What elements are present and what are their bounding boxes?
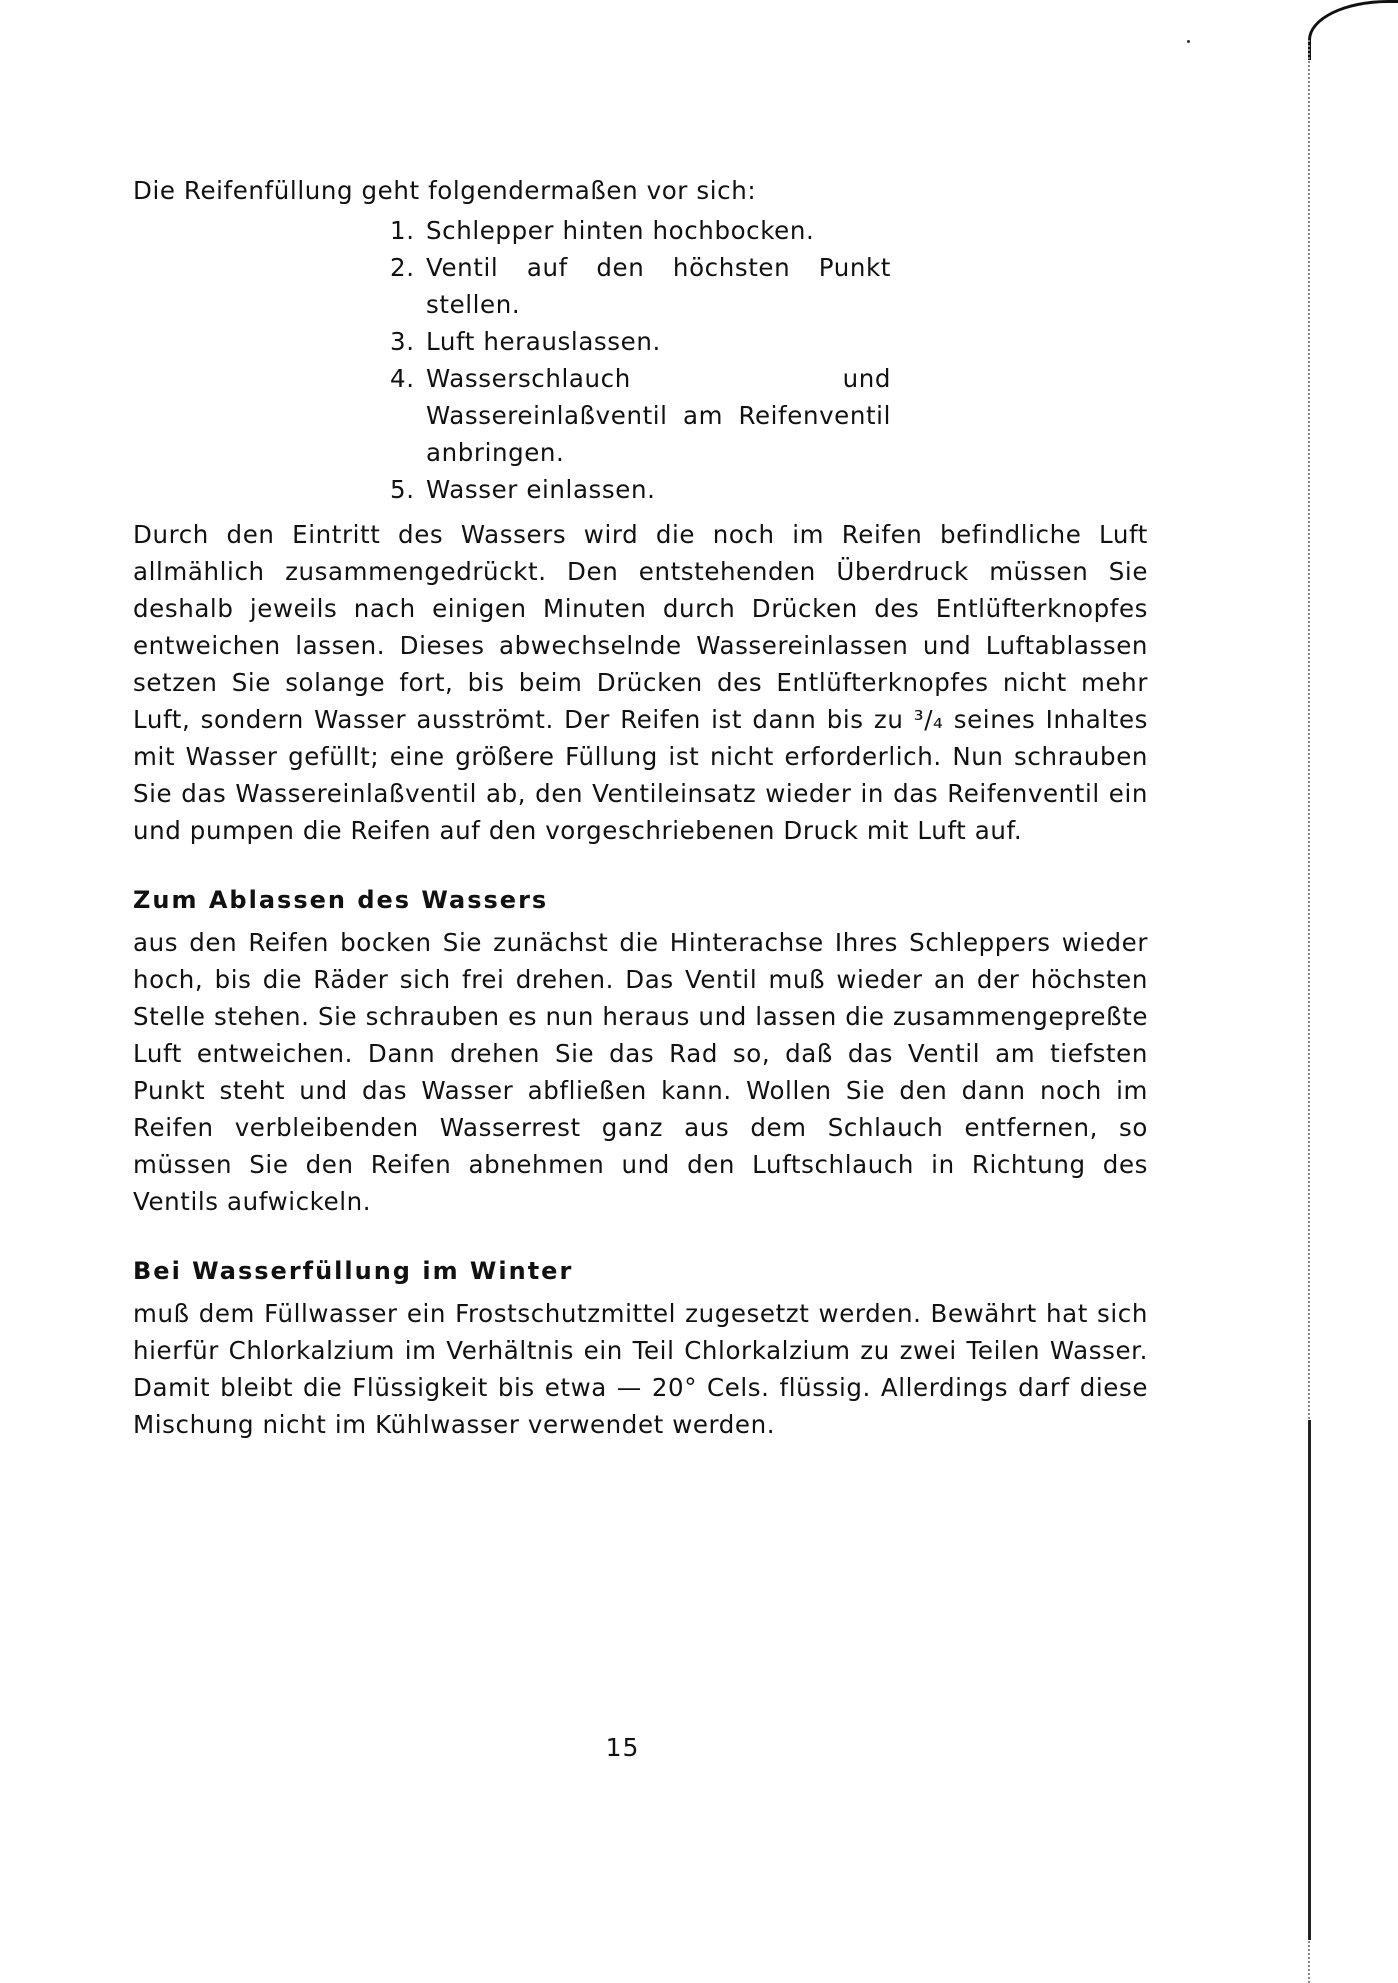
paragraph-filling: Durch den Eintritt des Wassers wird die noch im Reifen befindliche Luft allmählich zusammengedrückt. Den entstehenden Überdruck müssen Sie deshalb jeweils nach einigen Minuten durch Drücken des Entlüfterknopfes entweichen lassen. Dieses abwechselnde Wassereinlassen und Luftablassen setzen Sie solange fort, bis beim Drücken des Entlüfterknopfes nicht mehr Luft, sondern Wasser ausströmt. Der Reifen ist dann bis zu ³/₄ seines Inhaltes mit Wasser gefüllt; eine größere Füllung ist nicht erforderlich. Nun schrauben Sie das Wassereinlaßventil ab, den Ventileinsatz wieder in das Reifenventil ein und pumpen die Reifen auf den vorgeschriebenen Druck mit Luft auf. [133, 520, 1148, 845]
step-text: Wasserschlauch und Wassereinlaßventil am Reifenventil anbringen. [426, 364, 891, 467]
step-text: Ventil auf den höchsten Punkt stellen. [426, 253, 891, 319]
step-number: 3. [390, 327, 415, 356]
steps-list [133, 212, 891, 508]
step-text: Wasser einlassen. [426, 475, 656, 504]
step-item [390, 471, 891, 508]
step-item [390, 249, 891, 323]
paragraph-winter: muß dem Füllwasser ein Frostschutzmittel zugesetzt werden. Bewährt hat sich hierfür Chlorkalzium im Verhältnis ein Teil Chlorkalzium zu zwei Teilen Wasser. Damit bleibt die Flüssigkeit bis etwa — 20° Cels. flüssig. Allerdings darf diese Mischung nicht im Kühlwasser verwendet werden. [133, 1299, 1148, 1439]
binding-rule-solid [1308, 1420, 1311, 1940]
step-item [390, 360, 891, 471]
page-body [133, 172, 1148, 1443]
step-number: 1. [390, 216, 415, 245]
step-item [390, 212, 891, 249]
heading-winter: Bei Wasserfüllung im Winter [133, 1257, 574, 1285]
binding-curve [1308, 0, 1398, 60]
heading-draining: Zum Ablassen des Wassers [133, 886, 549, 914]
step-text: Luft herauslassen. [426, 327, 661, 356]
step-item [390, 323, 891, 360]
binding-edge [1308, 0, 1398, 1983]
step-number: 2. [390, 253, 415, 282]
intro-line: Die Reifenfüllung geht folgendermaßen vor sich: [133, 176, 757, 205]
page-number: 15 [605, 1733, 640, 1762]
step-number: 5. [390, 475, 415, 504]
paragraph-draining: aus den Reifen bocken Sie zunächst die Hinterachse Ihres Schleppers wieder hoch, bis die Räder sich frei drehen. Das Ventil muß wieder an der höchsten Stelle stehen. Sie schrauben es nun heraus und lassen die zusammengepreßte Luft entweichen. Dann drehen Sie das Rad so, daß das Ventil am tiefsten Punkt steht und das Wasser abfließen kann. Wollen Sie den dann noch im Reifen verbleibenden Wasserrest ganz aus dem Schlauch entfernen, so müssen Sie den Reifen abnehmen und den Luftschlauch in Richtung des Ventils aufwickeln. [133, 928, 1148, 1216]
scan-speck [1187, 40, 1190, 43]
step-text: Schlepper hinten hochbocken. [426, 216, 815, 245]
step-number: 4. [390, 364, 415, 393]
